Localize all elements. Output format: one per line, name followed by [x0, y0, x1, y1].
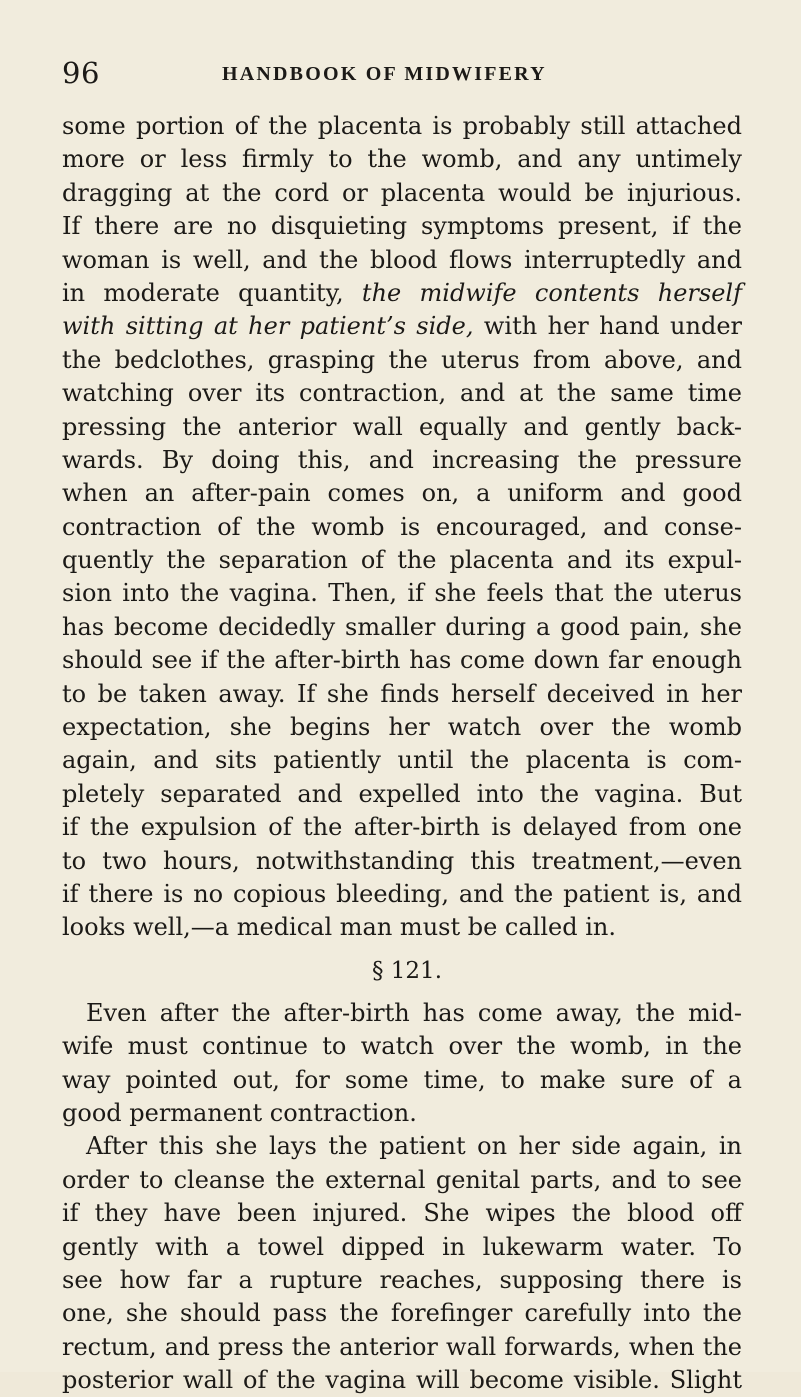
text-line: again, and sits patiently until the placenta is com- [62, 746, 742, 775]
text-line: contraction of the womb is encouraged, and conse- [62, 512, 742, 541]
text-line: gently with a towel dipped in lukewarm water. To [62, 1232, 742, 1261]
paragraph-3 [62, 1130, 742, 1397]
text-line: expectation, she begins her watch over the womb [62, 713, 742, 742]
text-line: good permanent contraction. [62, 1098, 417, 1127]
paragraph-2 [62, 997, 742, 1131]
text-line: rectum, and press the anterior wall forwards, when the [62, 1332, 742, 1361]
text-line: way pointed out, for some time, to make sure of a [62, 1065, 742, 1094]
text-line: watching over its contraction, and at the same time [62, 379, 742, 408]
text-run: with her hand under [473, 312, 742, 341]
text-line: if they have been injured. She wipes the blood off [62, 1199, 742, 1228]
text-line: to be taken away. If she finds herself deceived in her [62, 679, 742, 708]
text-line: see how far a rupture reaches, supposing there is [62, 1265, 742, 1294]
text-line: to two hours, notwithstanding this treatment,—even [62, 846, 742, 875]
text-line: pletely separated and expelled into the vagina. But [62, 779, 742, 808]
text-line: should see if the after-birth has come down far enough [62, 646, 742, 675]
text-line [62, 310, 742, 343]
text-line: some portion of the placenta is probably still attached [62, 112, 742, 140]
text-line: sion into the vagina. Then, if she feels that the uterus [62, 579, 742, 608]
text-line: woman is well, and the blood flows interruptedly and [62, 245, 742, 274]
text-line: when an after-pain comes on, a uniform and good [62, 479, 742, 508]
text-line: Even after the after-birth has come away, the mid- [86, 998, 742, 1027]
text-line: if the expulsion of the after-birth is delayed from one [62, 813, 742, 842]
text-line: if there is no copious bleeding, and the patient is, and [62, 879, 742, 908]
emphasis-text: with sitting at her patient’s side, [62, 312, 474, 341]
text-line: dragging at the cord or placenta would be injurious. [62, 178, 742, 207]
text-line: If there are no disquieting symptoms present, if the [62, 212, 742, 241]
paragraph-1 [62, 110, 742, 945]
emphasis-text: the midwife contents herself [361, 278, 742, 307]
running-head: HANDBOOK OF MIDWIFERY [222, 63, 547, 85]
text-line: looks well,—a medical man must be called in. [62, 913, 616, 942]
text-line: quently the separation of the placenta and its expul- [62, 546, 742, 575]
body-text [62, 110, 742, 1397]
text-line: order to cleanse the external genital parts, and to see [62, 1165, 742, 1194]
text-line: After this she lays the patient on her side again, in [86, 1132, 742, 1161]
section-heading: § 121. [371, 957, 443, 984]
text-line: posterior wall of the vagina will become visible. Slight [62, 1366, 742, 1395]
text-line: pressing the anterior wall equally and gently back- [62, 412, 742, 441]
text-line: wards. By doing this, and increasing the pressure [62, 445, 742, 474]
text-line: the bedclothes, grasping the uterus from above, and [62, 345, 742, 374]
page-number: 96 [62, 56, 100, 90]
page-header [62, 55, 742, 91]
text-line: has become decidedly smaller during a good pain, she [62, 612, 742, 641]
text-line: more or less firmly to the womb, and any untimely [62, 145, 742, 174]
text-line: one, she should pass the forefinger carefully into the [62, 1299, 742, 1328]
text-line [62, 277, 742, 310]
text-line: wife must continue to watch over the womb, in the [62, 1032, 742, 1061]
text-run: in moderate quantity, [62, 278, 362, 307]
